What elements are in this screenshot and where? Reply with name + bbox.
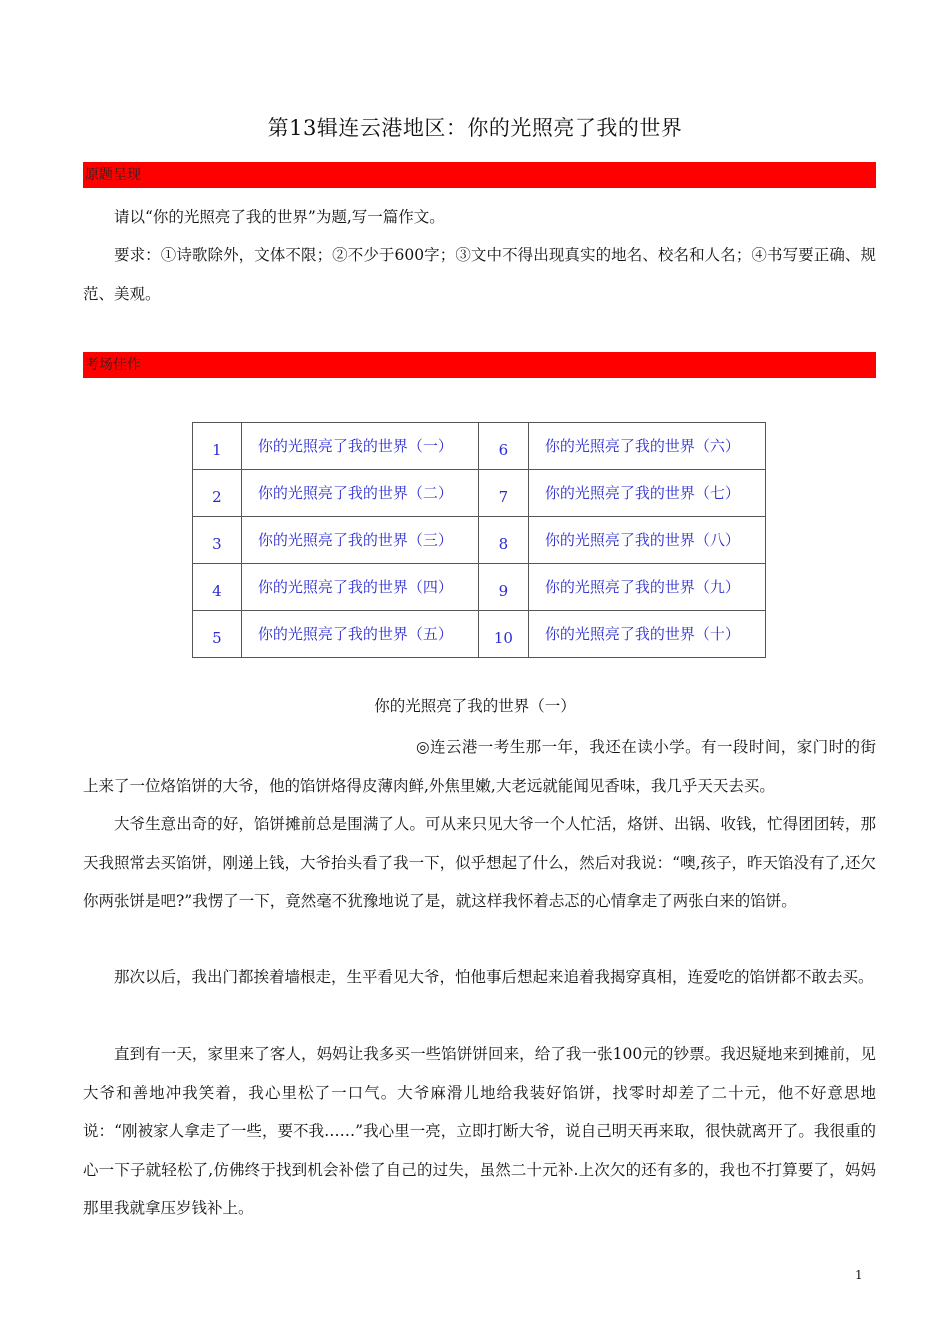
prompt-line: 请以“你的光照亮了我的世界”为题,写一篇作文。: [114, 208, 445, 226]
table-row: [193, 517, 766, 564]
essay-paragraph-text: 那一年，我还在读小学。有一段时间，家门时的街上来了一位烙馅饼的大爷，他的馅饼烙得皮薄肉鲜,外焦里嫩,大老远就能闻见香味，我几乎天天去买。: [83, 738, 876, 795]
table-row: [193, 470, 766, 517]
table-row: [193, 611, 766, 658]
toc-link[interactable]: 你的光照亮了我的世界（一）: [241, 423, 478, 470]
toc-link[interactable]: 你的光照亮了我的世界（三）: [241, 517, 478, 564]
essay-author: ◎连云港一考生: [416, 738, 526, 756]
toc-link[interactable]: 你的光照亮了我的世界（十）: [528, 611, 765, 658]
essay-title: 你的光照亮了我的世界（一）: [374, 697, 576, 715]
essay-paragraph-3: 那次以后，我出门都挨着墙根走，生平看见大爷，怕他事后想起来追着我揭穿真相，连爱吃的馅饼都不敢去买。: [114, 968, 874, 986]
prompt-requirements: 要求：①诗歌除外，文体不限；②不少于600字；③文中不得出现真实的地名、校名和人名；④书写要正确、规范、美观。: [83, 246, 876, 303]
essay-paragraph-4: 直到有一天，家里来了客人，妈妈让我多买一些馅饼饼回来，给了我一张100元的钞票。我迟疑地来到摊前，见大爷和善地冲我笑着，我心里松了一口气。大爷麻滑儿地给我装好馅饼，找零时却差了二十元，他不好意思地说：“刚被家人拿走了一些，要不我……”我心里一亮，立即打断大爷，说自己明天再来取，很快就离开了。我很重的心一下子就轻松了,仿佛终于找到机会补偿了自己的过失，虽然二十元补.上次欠的还有多的，我也不打算要了，妈妈那里我就拿压岁钱补上。: [83, 1045, 876, 1217]
section-header-model-essays: 考场佳作: [83, 352, 876, 378]
toc-number: 6: [479, 423, 529, 470]
section-header-original-question: 原题呈现: [83, 162, 876, 188]
toc-number: 3: [193, 517, 242, 564]
toc-number: 4: [193, 564, 242, 611]
toc-link[interactable]: 你的光照亮了我的世界（八）: [528, 517, 765, 564]
toc-number: 1: [193, 423, 242, 470]
toc-link[interactable]: 你的光照亮了我的世界（五）: [241, 611, 478, 658]
toc-number: 10: [479, 611, 529, 658]
page-number: 1: [855, 1268, 863, 1282]
table-row: [193, 423, 766, 470]
essay-index-table: [192, 422, 766, 658]
toc-link[interactable]: 你的光照亮了我的世界（四）: [241, 564, 478, 611]
toc-link[interactable]: 你的光照亮了我的世界（九）: [528, 564, 765, 611]
toc-number: 9: [479, 564, 529, 611]
essay-paragraph-2: 大爷生意出奇的好，馅饼摊前总是围满了人。可从来只见大爷一个人忙活，烙饼、出锅、收钱，忙得团团转，那天我照常去买馅饼，刚递上钱，大爷抬头看了我一下，似乎想起了什么，然后对我说：“噢,孩子，昨天馅没有了,还欠你两张饼是吧?”我愣了一下，竟然毫不犹豫地说了是，就这样我怀着忐忑的心情拿走了两张白来的馅饼。: [83, 815, 876, 910]
essay-paragraph-1: [83, 728, 876, 805]
page-title: 第13辑连云港地区：你的光照亮了我的世界: [267, 116, 683, 140]
toc-link[interactable]: 你的光照亮了我的世界（二）: [241, 470, 478, 517]
toc-number: 7: [479, 470, 529, 517]
table-row: [193, 564, 766, 611]
toc-number: 2: [193, 470, 242, 517]
toc-link[interactable]: 你的光照亮了我的世界（六）: [528, 423, 765, 470]
toc-number: 5: [193, 611, 242, 658]
toc-link[interactable]: 你的光照亮了我的世界（七）: [528, 470, 765, 517]
toc-number: 8: [479, 517, 529, 564]
